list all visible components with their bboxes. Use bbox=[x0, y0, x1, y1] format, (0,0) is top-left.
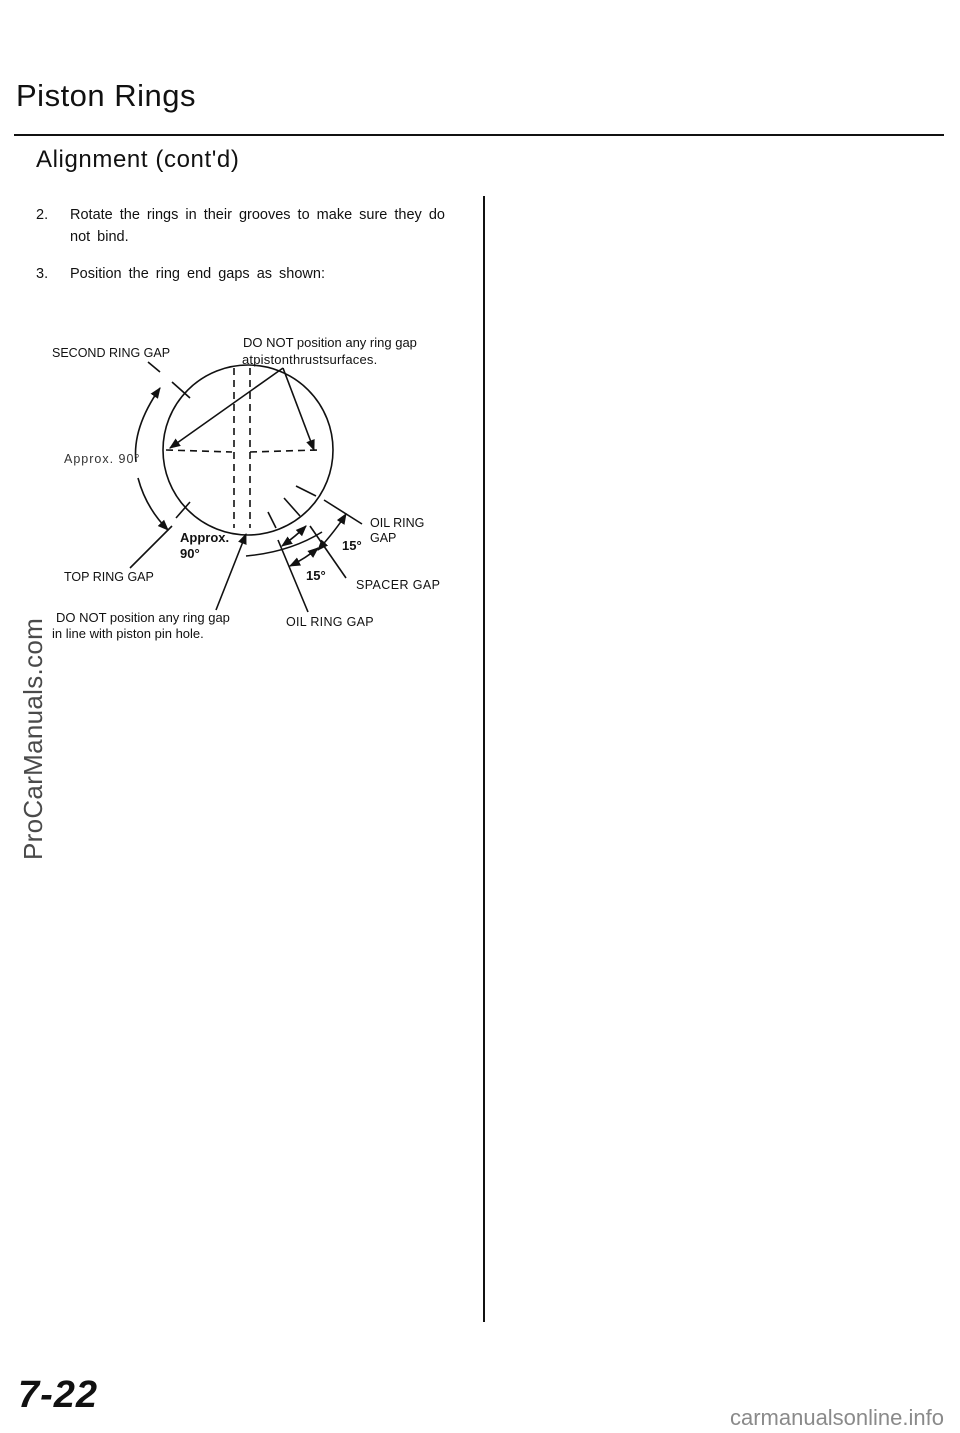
oil-ring-gap-lower-leader bbox=[278, 540, 308, 612]
page-number: 7-22 bbox=[18, 1374, 99, 1416]
spacer-gap-tick bbox=[284, 498, 300, 516]
label-thrust-warning-2: atpistonthrustsurfaces. bbox=[242, 352, 378, 367]
piston-outline bbox=[163, 365, 333, 535]
label-oil-ring-gap-upper-2: GAP bbox=[370, 531, 397, 545]
label-pin-warning-2: in line with piston pin hole. bbox=[52, 626, 204, 641]
thrust-leader-left bbox=[170, 368, 283, 448]
pin-warning-leader bbox=[216, 534, 246, 610]
step-2-text: Rotate the rings in their grooves to make sure they do not bind. bbox=[70, 207, 445, 245]
label-approx-bottom-2: 90° bbox=[180, 546, 200, 561]
label-pin-warning-1: DO NOT position any ring gap bbox=[56, 610, 230, 625]
column-divider bbox=[483, 196, 485, 1322]
oil-ring-gap-upper-tick bbox=[296, 486, 316, 496]
top-ring-gap-leader bbox=[130, 526, 172, 568]
step-2 bbox=[36, 204, 466, 250]
label-second-ring-gap: SECOND RING GAP bbox=[52, 346, 171, 360]
footer-site: carmanualsonline.info bbox=[729, 1405, 944, 1430]
label-approx-90-left: Approx. 90° bbox=[64, 452, 141, 466]
approx-90-left-arc-lower bbox=[138, 478, 168, 530]
step-3-number: 3. bbox=[36, 266, 49, 282]
label-angle-15-lower: 15° bbox=[306, 568, 326, 583]
thrust-axis-right bbox=[250, 450, 318, 452]
title-rule bbox=[14, 134, 944, 136]
oil-ring-gap-lower-tick bbox=[268, 512, 276, 528]
step-3 bbox=[36, 263, 466, 287]
label-thrust-warning-1: DO NOT position any ring gap bbox=[243, 335, 417, 350]
label-approx-bottom-1: Approx. bbox=[180, 530, 230, 545]
thrust-leader-right bbox=[283, 368, 314, 450]
page-title: Piston Rings bbox=[16, 78, 197, 113]
label-oil-ring-gap-lower: OIL RING GAP bbox=[286, 615, 374, 629]
thrust-axis-left bbox=[166, 450, 232, 452]
section-subtitle: Alignment (cont'd) bbox=[36, 146, 240, 173]
watermark: ProCarManuals.com bbox=[18, 617, 48, 860]
second-ring-gap-leader bbox=[148, 362, 160, 372]
step-3-text: Position the ring end gaps as shown: bbox=[70, 266, 325, 282]
oil-ring-gap-upper-leader bbox=[324, 500, 362, 524]
label-angle-15-upper: 15° bbox=[342, 538, 362, 553]
label-spacer-gap: SPACER GAP bbox=[356, 578, 441, 592]
step-2-number: 2. bbox=[36, 207, 49, 223]
label-top-ring-gap: TOP RING GAP bbox=[64, 570, 154, 584]
angle-15-lower-arc bbox=[290, 548, 318, 566]
label-oil-ring-gap-upper-1: OIL RING bbox=[370, 516, 425, 530]
approx-90-left-arc bbox=[136, 388, 161, 462]
